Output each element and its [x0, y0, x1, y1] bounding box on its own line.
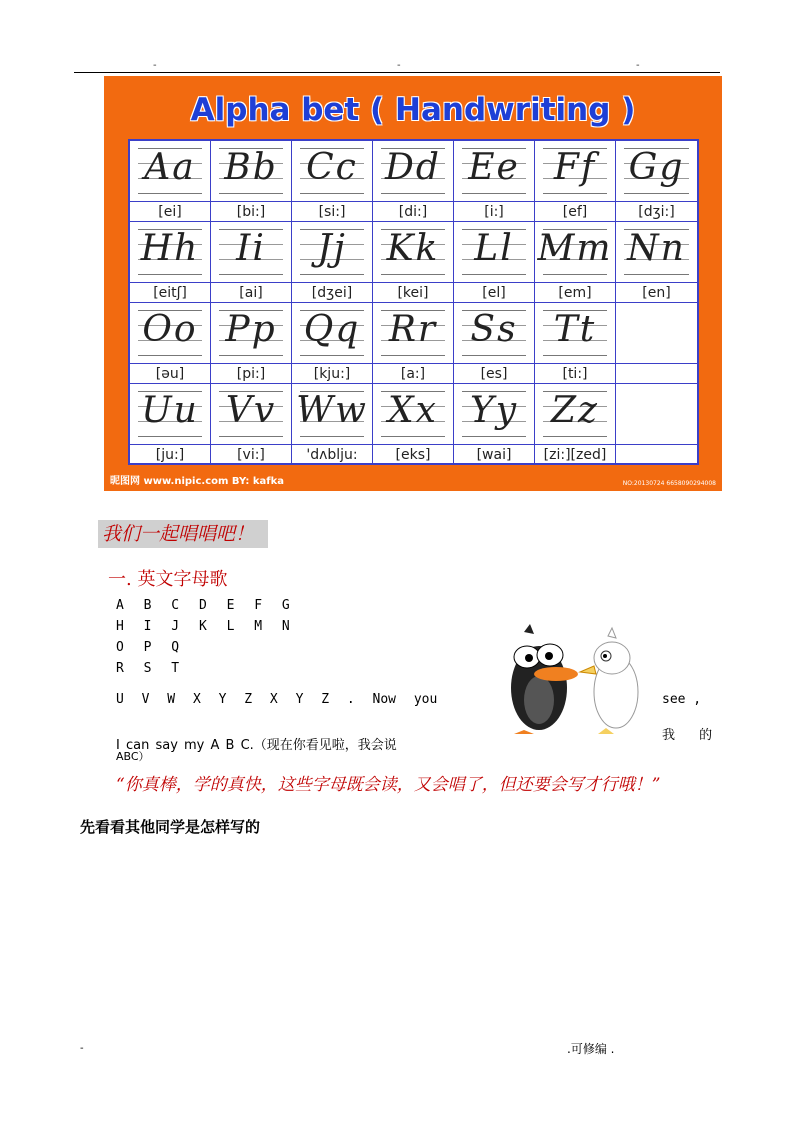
letter-pair: Bb — [224, 147, 278, 188]
letter-cell — [535, 303, 616, 364]
letter-pair: Yy — [469, 390, 519, 431]
letter-pair: Cc — [306, 147, 358, 188]
phonetic-cell: [ei] — [130, 202, 211, 222]
header-mark: - — [397, 60, 401, 71]
letter-cell — [616, 303, 697, 364]
letter-cell — [211, 222, 292, 283]
phonetic-cell: [dʒei] — [292, 283, 373, 303]
letter-pair: Rr — [388, 309, 438, 350]
phonetic-cell: [el] — [454, 283, 535, 303]
letter-cell — [373, 384, 454, 445]
letter-pair: Hh — [140, 228, 200, 269]
letter-pair: Tt — [553, 309, 597, 350]
phonetic-cell: [vi:] — [211, 445, 292, 465]
letter-cell — [373, 222, 454, 283]
letter-cell — [373, 303, 454, 364]
alphabet-grid — [128, 139, 699, 465]
letter-pair: Vv — [225, 390, 277, 431]
phonetic-cell: 'dʌblju: — [292, 445, 373, 465]
letter-cell — [454, 303, 535, 364]
poster-id: NO:20130724 6658090294008 — [622, 480, 716, 487]
phonetic-cell: [wai] — [454, 445, 535, 465]
song-heading: 一. 英文字母歌 — [108, 569, 228, 590]
letter-pair: Mm — [537, 228, 613, 269]
phonetic-cell: [es] — [454, 364, 535, 384]
letter-pair: Ii — [236, 228, 266, 269]
phonetic-cell: [zi:][zed] — [535, 445, 616, 465]
alphabet-poster — [104, 76, 722, 491]
letter-pair: Kk — [386, 228, 440, 269]
phonetic-cell: [dʒi:] — [616, 202, 697, 222]
phonetic-cell: [ju:] — [130, 445, 211, 465]
song-line: I can say my A B C.（现在你看见啦，我会说 — [116, 738, 397, 753]
phonetic-cell — [616, 445, 697, 465]
phonetic-cell: [bi:] — [211, 202, 292, 222]
phonetic-cell: [ti:] — [535, 364, 616, 384]
letter-cell — [211, 384, 292, 445]
letter-pair: Jj — [317, 228, 347, 269]
letter-pair: Gg — [628, 147, 685, 188]
header-rule — [74, 72, 720, 73]
phonetic-cell: [eitʃ] — [130, 283, 211, 303]
letter-cell — [616, 141, 697, 202]
letter-cell — [292, 141, 373, 202]
song-line: O P Q — [116, 640, 180, 655]
letter-pair: Ee — [468, 147, 520, 188]
letter-cell — [130, 384, 211, 445]
song-line: H I J K L M N — [116, 619, 290, 634]
letter-pair: Ww — [296, 390, 368, 431]
footer-text: .可修编 . — [567, 1042, 615, 1056]
letter-cell — [130, 141, 211, 202]
phonetic-cell: [a:] — [373, 364, 454, 384]
praise-text: “你真棒，学的真快，这些字母既会读，又会唱了，但还要会写才行哦！” — [116, 775, 661, 795]
letter-pair: Uu — [141, 390, 199, 431]
letter-cell — [292, 222, 373, 283]
letter-cell — [616, 222, 697, 283]
song-banner: 我们一起唱唱吧！ — [98, 520, 268, 548]
letter-pair: Ss — [470, 309, 518, 350]
letter-pair: Oo — [142, 309, 198, 350]
header-mark: - — [636, 60, 640, 71]
letter-cell — [454, 222, 535, 283]
phonetic-cell — [616, 364, 697, 384]
song-line: A B C D E F G — [116, 598, 290, 613]
letter-pair: Xx — [388, 390, 438, 431]
letter-pair: Pp — [225, 309, 277, 350]
letter-pair: Nn — [627, 228, 686, 269]
phonetic-cell: [kei] — [373, 283, 454, 303]
letter-cell — [616, 384, 697, 445]
instruction-text: 先看看其他同学是怎样写的 — [80, 818, 261, 836]
letter-pair: Qq — [303, 309, 361, 350]
letter-pair: Aa — [144, 147, 196, 188]
phonetic-cell: [si:] — [292, 202, 373, 222]
phonetic-cell: [eks] — [373, 445, 454, 465]
letter-cell — [535, 384, 616, 445]
header-mark: - — [153, 60, 157, 71]
poster-title: Alpha bet ( Handwriting ) — [190, 92, 636, 128]
letter-cell — [535, 141, 616, 202]
letter-pair: Ff — [553, 147, 597, 188]
letter-pair: Zz — [551, 390, 599, 431]
phonetic-cell: [əu] — [130, 364, 211, 384]
phonetic-cell: [ef] — [535, 202, 616, 222]
song-line-right: see , — [662, 692, 702, 707]
letter-cell — [211, 303, 292, 364]
letter-cell — [292, 384, 373, 445]
letter-cell — [130, 303, 211, 364]
letter-pair: Dd — [385, 147, 441, 188]
cartoon-birds-illustration — [494, 622, 650, 736]
poster-watermark: 昵图网 www.nipic.com BY: kafka — [110, 476, 284, 487]
letter-cell — [373, 141, 454, 202]
song-line: R S T — [116, 661, 180, 676]
song-line: U V W X Y Z X Y Z . Now you — [116, 692, 438, 707]
phonetic-cell: [en] — [616, 283, 697, 303]
letter-cell — [130, 222, 211, 283]
letter-cell — [454, 384, 535, 445]
phonetic-cell: [em] — [535, 283, 616, 303]
phonetic-cell: [pi:] — [211, 364, 292, 384]
song-line-right: 我 的 — [662, 728, 713, 743]
footer-mark: - — [80, 1043, 84, 1054]
phonetic-cell: [i:] — [454, 202, 535, 222]
phonetic-cell: [ai] — [211, 283, 292, 303]
song-line: ABC） — [116, 750, 150, 763]
letter-cell — [211, 141, 292, 202]
phonetic-cell: [di:] — [373, 202, 454, 222]
letter-cell — [535, 222, 616, 283]
letter-cell — [292, 303, 373, 364]
phonetic-cell: [kju:] — [292, 364, 373, 384]
letter-cell — [454, 141, 535, 202]
letter-pair: Ll — [474, 228, 514, 269]
